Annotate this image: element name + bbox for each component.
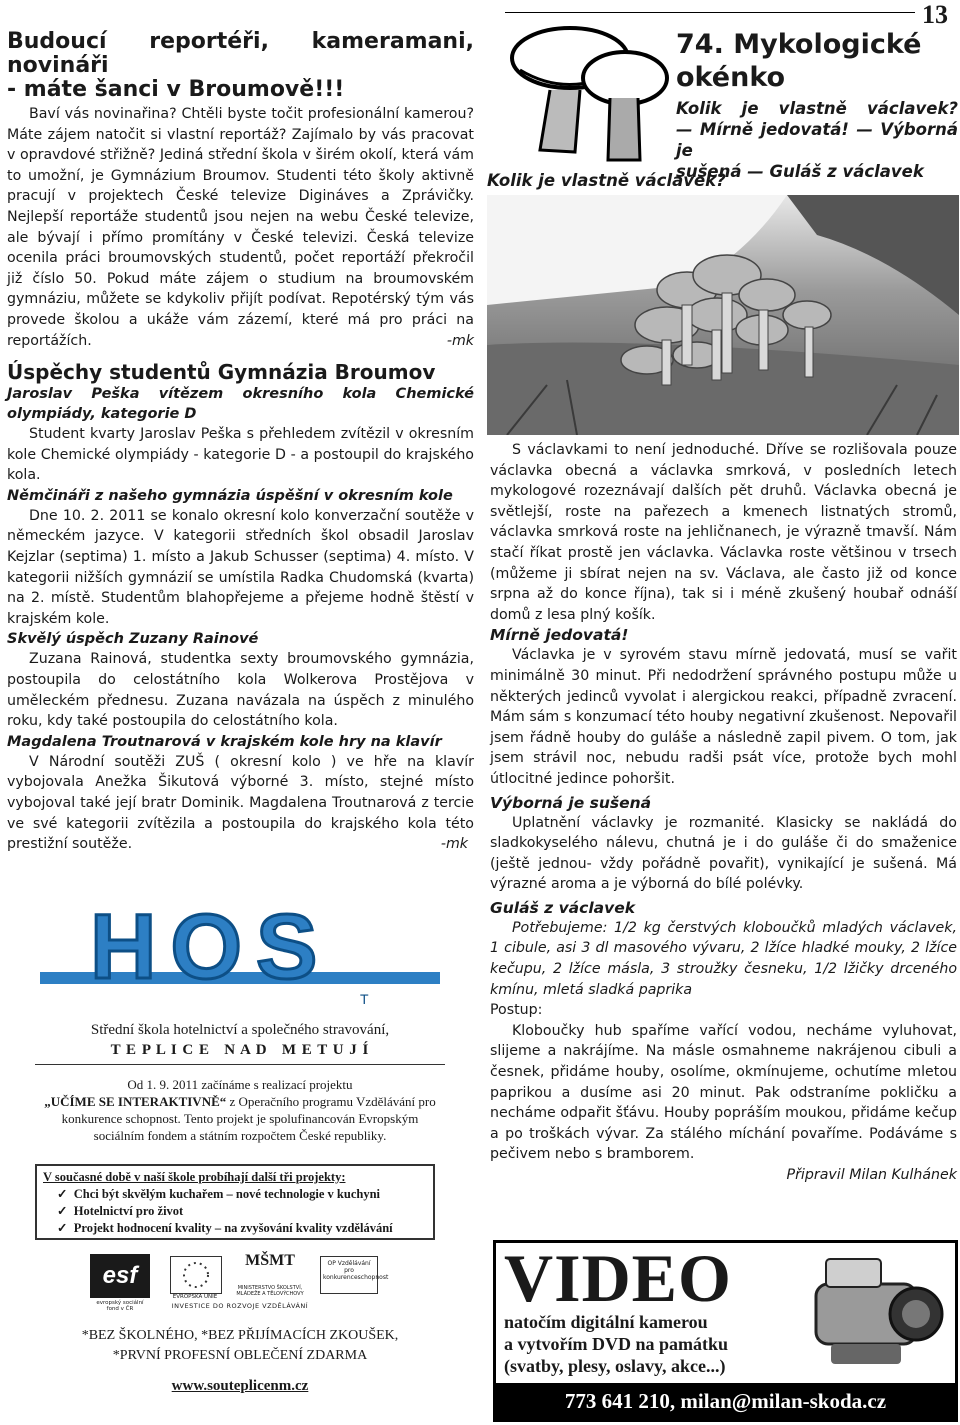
logos-caption: INVESTICE DO ROZVOJE VZDĚLÁVÁNÍ <box>171 1302 309 1310</box>
section-body: Student kvarty Jaroslav Peška s přehledem zvítězil v okresním kole Chemické olympiády - kategorie D - a postoupil do krajského kola. <box>7 426 474 484</box>
section-body: Uplatnění václavky je rozmanité. Klasicky se nakládá do sladkokyselého nálevu, chutná je i do guláše či do smaženice (ještě jednou- vždy pořádně povařit), vynikající je sušená. Má výrazné aroma a je výborná do bílé polévky. <box>490 814 957 893</box>
msmt-label: MINISTERSTVO ŠKOLSTVÍ, MLÁDEŽE A TĚLOVÝCHOVY <box>236 1285 304 1297</box>
mykologie-article <box>490 440 957 1186</box>
divider <box>35 1064 445 1065</box>
esf-label: evropský sociální fond v ČR <box>96 1300 144 1312</box>
signature: -mk <box>440 836 468 853</box>
article-successes-title: Úspěchy studentů Gymnázia Broumov <box>7 360 436 384</box>
article-reporters <box>7 30 474 351</box>
section-body: V Národní soutěži ZUŠ ( okresní kolo ) ve hře na klavír vybojovala Anežka Šikutová výborné 3. místo, stejné místo vybojoval také její bratr Dominik. Magdalena Troutnarová z tercie ve své kategorii zvítězila a postoupila do krajského kola této prestižní soutěže. -mk <box>7 752 474 855</box>
msmt-logo: MŠMT <box>245 1252 295 1269</box>
benefits: *BEZ ŠKOLNÉHO, *BEZ PŘIJÍMACÍCH ZKOUŠEK, *PRVNÍ PROFESNÍ OBLEČENÍ ZDARMA <box>81 1328 399 1363</box>
section-body: Zuzana Rainová, studentka sexty broumovského gymnázia, postoupila do celostátního kola Wolkerova Prostějova v uměleckém přednesu. Zuzana navázala na úspěch z minulého roku, kdy také postoupila do celostátního kola. <box>7 651 474 730</box>
project-info: Od 1. 9. 2011 začínáme s realizací projektu „UČÍME SE INTERAKTIVNĚ“ z Operačního programu Vzdělávání pro konkurence schopnost. Tento projekt je spolufinancován Evropským sociálním fondem a státním rozpočtem České republiky. <box>44 1077 436 1143</box>
section-heading: Guláš z václavek <box>490 898 636 917</box>
camera-icon <box>806 1249 951 1379</box>
mykologie-title: 74. Mykologické okénko <box>676 29 922 93</box>
section-heading: Němčináři z našeho gymnázia úspěšní v okresním kole <box>7 487 453 504</box>
author: Připravil Milan Kulhánek <box>786 1167 957 1183</box>
section-heading: Jaroslav Peška vítězem okresního kola Chemické olympiády, kategorie D <box>7 386 474 422</box>
section-heading: Skvělý úspěch Zuzany Rainové <box>7 631 259 648</box>
project-item: ✓ Hotelnictví pro život <box>57 1204 184 1218</box>
article-reporters-body: Baví vás novinařina? Chtěli byste točit profesionální kamerou? Máte zájem natočit si vlastní reportáž? Zajímalo by vás pracovat v opravdové střižně? Jediná střední škola v širém okolí, která vám to umožní, je Gymnázium Broumov. Studenti této školy aktivně pracují v projektech České televize Digináves a Zprávičky. Nejlepší reportáže studentů jsou nejen na webu České televize, ale bývají i přímo promítány v České televizi. Česká televize ocenila práci broumovských studentů, počet reportáží překročil již číslo 50. Pokud máte zájem o studium na broumovském gymnáziu, můžete se kdykoliv přijít podívat. Repotérský tým vás provede školou a ukáže vám zázemí, které má pro práci na reportážích. -mk <box>7 104 474 351</box>
mushroom-photo <box>487 195 959 435</box>
section-heading: Výborná je sušená <box>490 793 652 812</box>
esf-logo: esf <box>90 1254 150 1298</box>
postup-label: Postup: <box>490 1002 543 1019</box>
mykologie-header <box>676 28 958 182</box>
logo-letters: HOS <box>90 900 332 998</box>
eu-label: EVROPSKÁ UNIE <box>172 1294 218 1300</box>
logo-small-letter: T <box>360 991 369 1007</box>
op-logo: OP Vzdělávání pro konkurenceschopnost <box>320 1256 378 1294</box>
article-successes <box>7 360 474 855</box>
mykologie-subtitle: Kolik je vlastně václavek? — Mírně jedovatá! — Výborná je sušená — Guláš z václavek <box>676 99 958 181</box>
section-body: Dne 10. 2. 2011 se konalo okresní kolo konverzační soutěže v německém jazyce. V kategorii středních škol obsadil Jaroslav Kejzlar (septima) 1. místo a Jakub Schusser (septima) 4. místo. V kategorii nižších gymnázií se umístila Radka Chudomská (kvarta) na 2. místě. Studentům blahopřejeme a přejeme hodně štěstí v krajském kole. <box>7 507 474 627</box>
page-number: 13 <box>922 0 948 29</box>
school-name: Střední škola hotelnictví a společného stravování, <box>90 1022 390 1038</box>
signature: -mk <box>446 332 474 349</box>
website-link[interactable]: www.souteplicenm.cz <box>171 1378 309 1394</box>
video-title: VIDEO <box>504 1240 732 1316</box>
eu-flag-logo <box>170 1256 222 1294</box>
section-heading: Magdalena Troutnarová v krajském kole hry na klavír <box>7 733 442 750</box>
hos-ad <box>30 900 450 1410</box>
school-town: T E P L I C E N A D M E T U J Í <box>110 1042 370 1058</box>
mushroom-illustration <box>500 20 675 170</box>
video-ad <box>493 1240 958 1422</box>
video-text: natočím digitální kamerou a vytvořím DVD na památku (svatby, plesy, oslavy, akce...) <box>504 1312 729 1376</box>
article-reporters-title: Budoucí reportéři, kameramani, novináři - máte šanci v Broumově!!! <box>7 29 474 102</box>
mykologie-intro: S václavkami to není jednoduché. Dříve se rozlišovala pouze václavka obecná a václavka smrková, v posledních letech mykologové rozeznávají dalších pět druhů. Václavka obecná je světlejší, roste na pařezech a kmenech listnatých stromů, václavka smrková roste na jehličnanech, je výrazně tmavší. Nám stačí říkat prostě jen václavka. Václavka roste většinou v trsech (můžeme ji sbírat nejen na sv. Václava, ale často již od konce srpna až do konce října), tak si i méně zkušený houbař odnáší domů z lesa plný košík. <box>490 442 957 623</box>
project-item: ✓ Chci být skvělým kuchařem – nové technologie v kuchyni <box>57 1187 380 1201</box>
ingredients: Potřebujeme: 1/2 kg čerstvých kloboučků mladých václavek, 1 cibule, asi 3 dl masového vývaru, 2 lžíce hladké mouky, 2 lžíce kečupu, 2 lžíce másla, 3 stroužky česneku, 1/2 lžičky drceného kmínu, mletá sladká paprika <box>490 919 957 998</box>
top-rule <box>505 12 915 13</box>
photo-caption: Kolik je vlastně václavek? <box>487 171 726 190</box>
projects-title: V současné době v naší škole probíhají další tři projekty: <box>43 1170 346 1184</box>
video-contact[interactable]: 773 641 210, milan@milan-skoda.cz <box>496 1383 955 1419</box>
section-heading: Mírně jedovatá! <box>490 626 629 645</box>
section-body: Václavka je v syrovém stavu mírně jedovatá, musí se vařit minimálně 30 minut. Při nedodržení správného postupu může u některých jedinců vyvolat i alergickou reakci, případně zvracení. Mám sám s konzumací této houby negativní zkušenost. Nepovařil jsem řádně houby do guláše a následně zapil pivem. O tom, jak jsem strávil noc, nebudu radši psát více, protože bych mohl útlocitné jedince pohoršit. <box>490 647 957 787</box>
postup-body: Kloboučky hub spaříme vařící vodou, necháme vyluhovat, slijeme a nakrájíme. Na másle osmahneme nakrájenou cibuli a česnek, přidáme houby, osolíme, okmínujeme, ochutíme mletou paprikou a dusíme asi 20 minut. Pak odstraníme pokličku a necháme odpařit šťávu. Houby popráším moukou, přidáme kečup a po troškách vývar. Za stálého míchání povaříme. Podáváme s pečivem nebo s bramborem. <box>490 1022 957 1163</box>
hos-logo <box>30 900 450 1010</box>
project-item: ✓ Projekt hodnocení kvality – na zvyšování kvality vzdělávání <box>57 1221 393 1235</box>
projects-box <box>35 1164 435 1240</box>
